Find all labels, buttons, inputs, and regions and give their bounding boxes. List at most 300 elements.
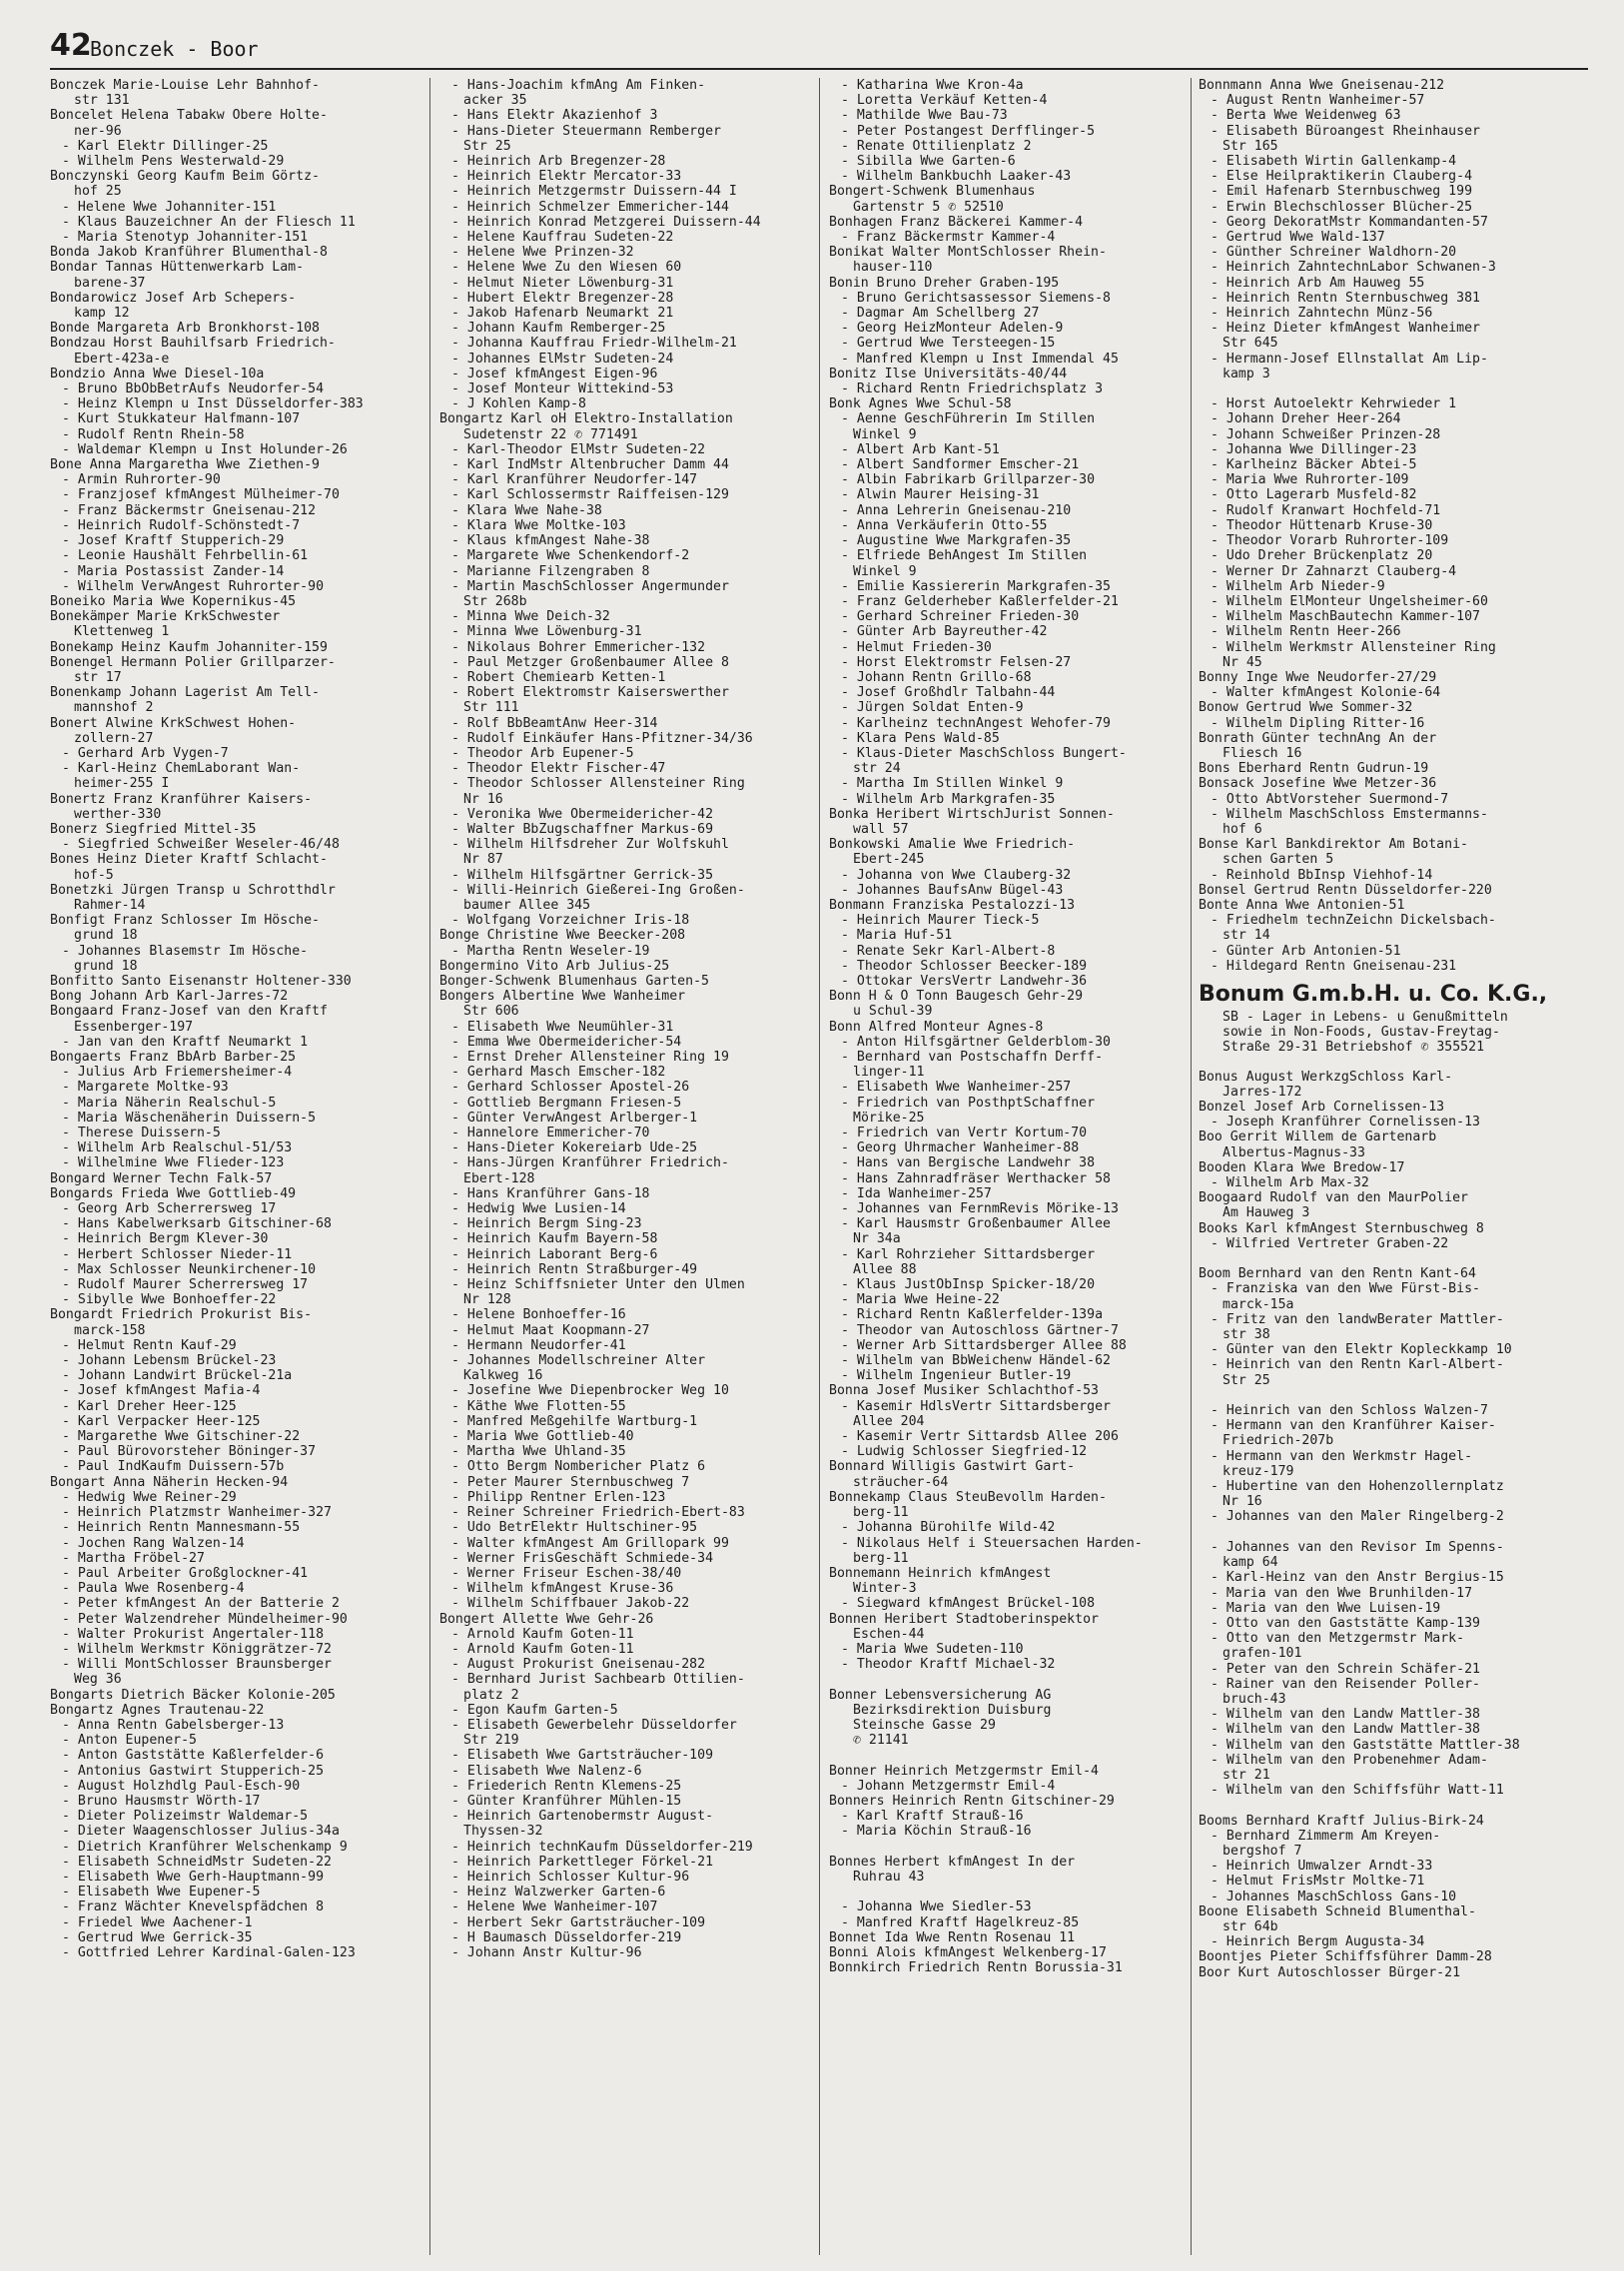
- directory-entry-line: Boneiko Maria Wwe Kopernikus-45: [50, 593, 297, 609]
- directory-entry-line: hof 25: [74, 184, 122, 200]
- directory-entry-line: - Arnold Kaufm Goten-11: [451, 1626, 634, 1642]
- blank-line: [1199, 1525, 1570, 1540]
- directory-entry-line: str 24: [853, 761, 901, 777]
- directory-entry-line: - Wilhelm van BbWeichenw Händel-62: [841, 1353, 1111, 1369]
- directory-entry-line: - Friedrich van PosthptSchaffner: [841, 1095, 1096, 1111]
- directory-entry-line: - Albin Fabrikarb Grillparzer-30: [841, 472, 1096, 488]
- directory-entry-line: - Renate Sekr Karl-Albert-8: [841, 943, 1056, 959]
- directory-entry-line: - Wolfgang Vorzeichner Iris-18: [451, 913, 690, 929]
- directory-entry-line: - Gerhard Schreiner Frieden-30: [841, 609, 1080, 625]
- directory-entry-line: - Gertrud Wwe Tersteegen-15: [841, 336, 1056, 352]
- directory-entry-line: - Martha Rentn Weseler-19: [451, 943, 650, 959]
- directory-entry-line: Nr 45: [1222, 654, 1262, 670]
- directory-entry-line: - Franz Bäckermstr Kammer-4: [841, 230, 1056, 246]
- directory-entry-line: - Johanna von Wwe Clauberg-32: [841, 867, 1072, 883]
- directory-entry-line: Bonnmann Anna Wwe Gneisenau-212: [1199, 78, 1445, 93]
- directory-entry-line: - Heinz Klempn u Inst Düsseldorfer-383: [62, 396, 364, 412]
- directory-entry-line: - Heinrich van den Rentn Karl-Albert-: [1211, 1357, 1504, 1373]
- directory-entry-line: baumer Allee 345: [463, 897, 591, 913]
- directory-entry-line: - Elisabeth Wwe Gartsträucher-109: [451, 1748, 714, 1764]
- directory-entry-line: - Günter van den Elektr Kopleckkamp 10: [1211, 1342, 1512, 1358]
- directory-entry-line: Kalkweg 16: [463, 1368, 543, 1384]
- blank-line: [1199, 381, 1570, 396]
- directory-entry-line: - Heinrich Gartenobermstr August-: [451, 1809, 714, 1825]
- directory-entry-line: Bondar Tannas Hüttenwerkarb Lam-: [50, 260, 305, 276]
- directory-entry-line: - Peter kfmAngest An der Batterie 2: [62, 1596, 340, 1612]
- directory-entry-line: - Bernhard van Postschaffn Derff-: [841, 1050, 1104, 1065]
- directory-entry-line: Bonczek Marie-Louise Lehr Bahnhof-: [50, 78, 320, 93]
- directory-entry-line: Nr 87: [463, 852, 503, 868]
- directory-entry-line: - Peter Maurer Sternbuschweg 7: [451, 1474, 690, 1490]
- directory-entry-line: - Hermann Neudorfer-41: [451, 1337, 626, 1353]
- directory-entry-line: Bonner Lebensversicherung AG: [829, 1687, 1052, 1703]
- page-header: [50, 26, 1588, 70]
- directory-entry-line: - Werner Friseur Eschen-38/40: [451, 1565, 682, 1581]
- directory-entry-line: - Helmut FrisMstr Moltke-71: [1211, 1874, 1425, 1890]
- directory-entry-line: - Heinrich Schmelzer Emmericher-144: [451, 199, 729, 215]
- directory-entry-line: - Wilhelm Arb Nieder-9: [1211, 578, 1385, 594]
- directory-entry-line: - Robert Chemiearb Ketten-1: [451, 669, 666, 685]
- directory-entry-line: sträucher-64: [853, 1474, 949, 1490]
- directory-entry-line: - Hans-Dieter Steuermann Remberger: [451, 123, 721, 139]
- directory-entry-line: - Karl Kranführer Neudorfer-147: [451, 472, 698, 488]
- directory-entry-line: - Emil Hafenarb Sternbuschweg 199: [1211, 184, 1473, 200]
- directory-entry-line: - Bruno Hausmstr Wörth-17: [62, 1793, 261, 1809]
- directory-entry-line: - Wilhelm van den Probenehmer Adam-: [1211, 1752, 1488, 1768]
- directory-entry-line: - Klaus Bauzeichner An der Fliesch 11: [62, 214, 356, 230]
- directory-entry-line: - Johann Dreher Heer-264: [1211, 411, 1401, 427]
- directory-entry-line: grafen-101: [1222, 1646, 1302, 1662]
- directory-entry-line: ner-96: [74, 123, 122, 139]
- directory-entry-line: - Wilhelmine Wwe Flieder-123: [62, 1155, 285, 1171]
- directory-entry-line: - Heinrich Bergm Augusta-34: [1211, 1934, 1425, 1950]
- directory-entry-line: bruch-43: [1222, 1691, 1286, 1707]
- directory-entry-line: - Johann Rentn Grillo-68: [841, 669, 1032, 685]
- spacer: [1199, 1056, 1570, 1070]
- directory-entry-line: Bonnkirch Friedrich Rentn Borussia-31: [829, 1960, 1123, 1976]
- directory-entry-line: - Hans Kranführer Gans-18: [451, 1185, 650, 1201]
- directory-entry-line: Bonk Agnes Wwe Schul-58: [829, 396, 1012, 412]
- directory-entry-line: - Katharina Wwe Kron-4a: [841, 78, 1024, 93]
- directory-entry-line: - Reiner Schreiner Friedrich-Ebert-83: [451, 1505, 745, 1521]
- directory-entry-line: - Josef kfmAngest Mafia-4: [62, 1383, 261, 1399]
- directory-entry-line: - Augustine Wwe Markgrafen-35: [841, 533, 1072, 549]
- directory-entry-line: - Willi MontSchlosser Braunsberger: [62, 1657, 332, 1673]
- directory-entry-line: - Helmut Nieter Löwenburg-31: [451, 275, 674, 291]
- directory-entry-line: - Ernst Dreher Allensteiner Ring 19: [451, 1050, 729, 1065]
- firm-details: [1199, 1010, 1570, 1056]
- directory-entry-line: - Martha Im Stillen Winkel 9: [841, 776, 1064, 792]
- directory-entry-line: - Gerhard Masch Emscher-182: [451, 1065, 666, 1081]
- directory-entry-line: Bonkowski Amalie Wwe Friedrich-: [829, 837, 1076, 853]
- directory-entry-line: berg-11: [853, 1550, 909, 1566]
- directory-entry-line: - Heinrich Arb Am Hauweg 55: [1211, 275, 1425, 291]
- directory-entry-line: - Heinrich ZahntechnLabor Schwanen-3: [1211, 260, 1496, 276]
- directory-entry-line: - Heinrich Platzmstr Wanheimer-327: [62, 1505, 332, 1521]
- directory-entry-line: - Karl Kraftf Strauß-16: [841, 1809, 1024, 1825]
- directory-entry-line: Winkel 9: [853, 426, 917, 442]
- directory-entry-line: - Elisabeth SchneidMstr Sudeten-22: [62, 1854, 332, 1870]
- page-number: 42: [50, 28, 92, 63]
- directory-entry-line: - August Rentn Wanheimer-57: [1211, 93, 1425, 109]
- directory-entry-line: Albertus-Magnus-33: [1222, 1144, 1365, 1160]
- directory-entry-line: SB - Lager in Lebens- u Genußmitteln: [1222, 1009, 1508, 1025]
- column-divider: [1191, 78, 1192, 2255]
- directory-entry-line: - Bruno BbObBetrAufs Neudorfer-54: [62, 381, 325, 397]
- directory-entry-line: Jarres-172: [1222, 1084, 1302, 1100]
- directory-entry-line: - Horst Elektromstr Felsen-27: [841, 654, 1072, 670]
- directory-entry-line: - Otto AbtVorsteher Suermond-7: [1211, 791, 1449, 807]
- directory-entry-line: Straße 29-31 Betriebshof ✆ 355521: [1222, 1040, 1485, 1056]
- directory-entry-line: - Wilhelm Rentn Heer-266: [1211, 624, 1401, 640]
- directory-entry-line: - Siegward kfmAngest Brückel-108: [841, 1596, 1096, 1612]
- directory-entry-line: Str 645: [1222, 336, 1278, 352]
- directory-entry-line: Str 25: [1222, 1372, 1270, 1388]
- directory-entry-line: - Elisabeth Wwe Nalenz-6: [451, 1763, 642, 1779]
- directory-entry-line: Bongaard Franz-Josef van den Kraftf: [50, 1004, 328, 1020]
- directory-entry-line: - Anton Eupener-5: [62, 1733, 197, 1749]
- directory-entry-line: - Peter Walzendreher Mündelheimer-90: [62, 1611, 348, 1627]
- directory-entry-line: - Josefine Wwe Diepenbrocker Weg 10: [451, 1383, 729, 1399]
- directory-entry-line: - Rolf BbBeamtAnw Heer-314: [451, 715, 658, 731]
- directory-entry-line: Boontjes Pieter Schiffsführer Damm-28: [1199, 1949, 1492, 1965]
- directory-entry-line: Bonna Josef Musiker Schlachthof-53: [829, 1383, 1099, 1399]
- directory-entry-line: - Wilhelm van den Schiffsführ Watt-11: [1211, 1783, 1504, 1799]
- directory-entry-line: - Waldemar Klempn u Inst Holunder-26: [62, 441, 348, 457]
- directory-entry-line: Gartenstr 5 ✆ 52510: [853, 199, 1004, 215]
- directory-entry-line: - Julius Arb Friemersheimer-4: [62, 1065, 293, 1081]
- directory-entry-line: - Heinrich Schlosser Kultur-96: [451, 1869, 690, 1885]
- directory-entry-line: Bonikat Walter MontSchlosser Rhein-: [829, 245, 1107, 261]
- directory-entry-line: - Alwin Maurer Heising-31: [841, 487, 1040, 503]
- directory-entry-line: - Hermann-Josef Ellnstallat Am Lip-: [1211, 351, 1488, 367]
- directory-entry-line: - Berta Wwe Weidenweg 63: [1211, 108, 1401, 124]
- directory-entry-line: - Wilhelm Pens Westerwald-29: [62, 154, 285, 170]
- blank-line: [1199, 1798, 1570, 1813]
- directory-entry-line: - Mathilde Wwe Bau-73: [841, 108, 1008, 124]
- directory-entry-line: Bongert Allette Wwe Gehr-26: [439, 1611, 654, 1627]
- directory-entry-line: - Friederich Rentn Klemens-25: [451, 1778, 682, 1794]
- directory-entry-line: - Gottlieb Bergmann Friesen-5: [451, 1095, 682, 1111]
- directory-entry-line: - Otto Bergm Nombericher Platz 6: [451, 1459, 706, 1475]
- directory-entry-line: Bonfitto Santo Eisenanstr Holtener-330: [50, 973, 352, 989]
- directory-entry-line: - Paul Metzger Großenbaumer Allee 8: [451, 654, 729, 670]
- directory-entry-line: - Werner FrisGeschäft Schmiede-34: [451, 1550, 714, 1566]
- directory-entry-line: - Wilhelm Bankbuchh Laaker-43: [841, 169, 1072, 185]
- directory-entry-line: - Udo Dreher Brückenplatz 20: [1211, 548, 1433, 564]
- directory-entry-line: - Albert Sandformer Emscher-21: [841, 457, 1080, 473]
- directory-entry-line: Boor Kurt Autoschlosser Bürger-21: [1199, 1964, 1461, 1980]
- directory-entry-line: - Wilhelm Ingenieur Butler-19: [841, 1368, 1072, 1384]
- directory-entry-line: - Anton Gaststätte Kaßlerfelder-6: [62, 1748, 325, 1764]
- directory-entry-line: - Georg Arb Scherrersweg 17: [62, 1201, 277, 1217]
- directory-entry-line: Ebert-245: [853, 852, 925, 868]
- directory-entry-line: - Theodor Kraftf Michael-32: [841, 1657, 1056, 1673]
- directory-entry-line: str 21: [1222, 1767, 1270, 1783]
- directory-entry-line: - Maria Näherin Realschul-5: [62, 1095, 277, 1111]
- directory-entry-line: Allee 204: [853, 1413, 925, 1429]
- columns: [50, 78, 1576, 2255]
- directory-entry-line: - Elisabeth Wwe Gerh-Hauptmann-99: [62, 1869, 325, 1885]
- directory-entry-line: - Heinrich technKaufm Düsseldorfer-219: [451, 1839, 753, 1855]
- directory-entry-line: - Johannes ElMstr Sudeten-24: [451, 351, 674, 367]
- directory-entry-line: Boo Gerrit Willem de Gartenarb: [1199, 1130, 1437, 1145]
- page-title: Bonczek - Boor: [90, 37, 259, 61]
- directory-entry-line: - Arnold Kaufm Goten-11: [451, 1641, 634, 1657]
- directory-entry-line: - Wilhelm Werkmstr Königgrätzer-72: [62, 1641, 332, 1657]
- directory-entry-line: - Bruno Gerichtsassessor Siemens-8: [841, 290, 1111, 306]
- directory-entry-line: Eschen-44: [853, 1626, 925, 1642]
- directory-entry-line: - Paula Wwe Rosenberg-4: [62, 1581, 245, 1597]
- directory-entry-line: - Georg DekoratMstr Kommandanten-57: [1211, 214, 1488, 230]
- directory-entry-line: - Dietrich Kranführer Welschenkamp 9: [62, 1839, 348, 1855]
- directory-entry-line: - Elisabeth Büroangest Rheinhauser: [1211, 123, 1480, 139]
- directory-entry-line: Bonnet Ida Wwe Rentn Rosenau 11: [829, 1929, 1076, 1945]
- directory-entry-line: - Gerhard Arb Vygen-7: [62, 745, 229, 761]
- directory-entry-line: - Hans Zahnradfräser Werthacker 58: [841, 1170, 1111, 1186]
- directory-entry-line: - Philipp Rentner Erlen-123: [451, 1489, 666, 1505]
- directory-entry-line: - Maria van den Wwe Brunhilden-17: [1211, 1585, 1473, 1601]
- directory-entry-line: - Robert Elektromstr Kaiserswerther: [451, 685, 729, 701]
- directory-entry-line: - Walter kfmAngest Kolonie-64: [1211, 685, 1441, 701]
- directory-entry-line: - Heinz Walzwerker Garten-6: [451, 1885, 666, 1900]
- directory-entry-line: - Elisabeth Wwe Wanheimer-257: [841, 1080, 1072, 1096]
- directory-entry-line: - Maria van den Wwe Luisen-19: [1211, 1600, 1441, 1616]
- directory-entry-line: Thyssen-32: [463, 1824, 543, 1840]
- directory-entry-line: Sudetenstr 22 ✆ 771491: [463, 426, 638, 442]
- directory-entry-line: Books Karl kfmAngest Sternbuschweg 8: [1199, 1220, 1484, 1236]
- directory-entry-line: Friedrich-207b: [1222, 1433, 1334, 1449]
- directory-entry-line: Str 25: [463, 138, 511, 154]
- directory-entry-line: - Friedel Wwe Aachener-1: [62, 1914, 253, 1930]
- directory-entry-line: - Elisabeth Wirtin Gallenkamp-4: [1211, 154, 1457, 170]
- directory-entry-line: - Hubertine van den Hohenzollernplatz: [1211, 1479, 1504, 1495]
- directory-entry-line: - Heinz Dieter kfmAngest Wanheimer: [1211, 321, 1480, 337]
- directory-entry-line: Weg 36: [74, 1672, 122, 1688]
- directory-entry-line: - Hermann van den Werkmstr Hagel-: [1211, 1448, 1473, 1464]
- directory-entry-line: - Fritz van den landwBerater Mattler-: [1211, 1311, 1504, 1327]
- directory-entry-line: - Emilie Kassiererin Markgrafen-35: [841, 578, 1111, 594]
- directory-entry-line: - Wilhelm van den Gaststätte Mattler-38: [1211, 1737, 1520, 1753]
- directory-entry-line: - Maria Köchin Strauß-16: [841, 1824, 1032, 1840]
- directory-entry-line: - Heinrich Bergm Klever-30: [62, 1231, 269, 1247]
- directory-entry-line: - Anna Lehrerin Gneisenau-210: [841, 502, 1072, 518]
- directory-entry-line: - Helmut Maat Koopmann-27: [451, 1322, 650, 1338]
- directory-entry-line: - Walter Prokurist Angertaler-118: [62, 1626, 325, 1642]
- directory-entry-line: - Rudolf Einkäufer Hans-Pfitzner-34/36: [451, 730, 753, 746]
- directory-entry-line: Bonde Margareta Arb Bronkhorst-108: [50, 321, 320, 337]
- directory-entry-line: - Karl Verpacker Heer-125: [62, 1413, 261, 1429]
- directory-entry-line: Nr 16: [1222, 1494, 1262, 1510]
- directory-entry-line: Nr 16: [463, 791, 503, 807]
- directory-entry-line: - Erwin Blechschlosser Blücher-25: [1211, 199, 1473, 215]
- directory-entry-line: - Wilhelm kfmAngest Kruse-36: [451, 1581, 674, 1597]
- directory-entry-line: - Wilfried Vertreter Graben-22: [1211, 1235, 1449, 1251]
- directory-entry-line: - Martin MaschSchlosser Angermunder: [451, 578, 729, 594]
- directory-entry-line: kreuz-179: [1222, 1463, 1294, 1479]
- directory-entry-line: marck-15a: [1222, 1296, 1294, 1312]
- directory-entry-line: - Karl Elektr Dillinger-25: [62, 138, 269, 154]
- directory-entry-line: - Josef Kraftf Stupperich-29: [62, 533, 285, 549]
- directory-entry-line: - Käthe Wwe Flotten-55: [451, 1398, 626, 1414]
- directory-entry-line: - Leonie Haushält Fehrbellin-61: [62, 548, 309, 564]
- directory-entry-line: Bonert Alwine KrkSchwest Hohen-: [50, 715, 297, 731]
- directory-entry-line: - Friedhelm technZeichn Dickelsbach-: [1211, 913, 1496, 929]
- directory-entry-line: - Klara Pens Wald-85: [841, 730, 1000, 746]
- directory-entry-line: - Klaus-Dieter MaschSchloss Bungert-: [841, 745, 1127, 761]
- directory-entry-line: - Heinrich Kaufm Bayern-58: [451, 1231, 658, 1247]
- directory-entry-line: - Heinrich Rudolf-Schönstedt-7: [62, 517, 301, 533]
- directory-entry-line: kamp 12: [74, 306, 130, 322]
- column-2: [439, 78, 811, 2255]
- directory-entry-line: Bonte Anna Wwe Antonien-51: [1199, 897, 1405, 913]
- directory-entry-line: Bongers Albertine Wwe Wanheimer: [439, 989, 686, 1005]
- directory-entry-line: - Bernhard Jurist Sachbearb Ottilien-: [451, 1672, 745, 1688]
- directory-entry-line: Bonenkamp Johann Lagerist Am Tell-: [50, 685, 320, 701]
- directory-entry-line: marck-158: [74, 1322, 146, 1338]
- directory-entry-line: - Kurt Stukkateur Halfmann-107: [62, 411, 301, 427]
- directory-entry-line: Str 606: [463, 1004, 519, 1020]
- directory-entry-line: Bonekamp Heinz Kaufm Johanniter-159: [50, 639, 328, 655]
- directory-entry-line: - Friedrich van Vertr Kortum-70: [841, 1126, 1088, 1141]
- column-3: [829, 78, 1201, 2255]
- directory-entry-line: - Johanna Bürohilfe Wild-42: [841, 1520, 1056, 1536]
- directory-entry-line: - Antonius Gastwirt Stupperich-25: [62, 1763, 325, 1779]
- directory-entry-line: Bongermino Vito Arb Julius-25: [439, 958, 670, 974]
- directory-entry-line: - Rudolf Kranwart Hochfeld-71: [1211, 502, 1441, 518]
- directory-entry-line: - Karl Schlossermstr Raiffeisen-129: [451, 487, 729, 503]
- directory-entry-line: - Hans van Bergische Landwehr 38: [841, 1155, 1096, 1171]
- directory-entry-line: - Johannes BaufsAnw Bügel-43: [841, 882, 1064, 898]
- directory-entry-line: - Paul IndKaufm Duissern-57b: [62, 1459, 285, 1475]
- directory-entry-line: - Heinrich Rentn Mannesmann-55: [62, 1520, 301, 1536]
- directory-entry-line: Bongardt Friedrich Prokurist Bis-: [50, 1307, 313, 1323]
- directory-entry-line: - Josef kfmAngest Eigen-96: [451, 366, 658, 381]
- directory-entry-line: kamp 3: [1222, 366, 1270, 381]
- directory-entry-line: - Heinrich Konrad Metzgerei Duissern-44: [451, 214, 761, 230]
- directory-entry-line: - Klaus JustObInsp Spicker-18/20: [841, 1277, 1096, 1293]
- directory-entry-line: linger-11: [853, 1065, 925, 1081]
- directory-entry-line: - Franz Wächter Knevelspfädchen 8: [62, 1899, 325, 1915]
- directory-entry-line: Bonin Bruno Dreher Graben-195: [829, 275, 1060, 291]
- directory-entry-line: - Maria Stenotyp Johanniter-151: [62, 230, 309, 246]
- directory-entry-line: Ruhrau 43: [853, 1869, 925, 1885]
- directory-entry-line: - Walter BbZugschaffner Markus-69: [451, 821, 714, 837]
- directory-entry-line: - Theodor van Autoschloss Gärtner-7: [841, 1322, 1119, 1338]
- directory-entry-line: hof 6: [1222, 821, 1262, 837]
- directory-entry-line: Bonnen Heribert Stadtoberinspektor: [829, 1611, 1099, 1627]
- directory-entry-line: - Hans-Jürgen Kranführer Friedrich-: [451, 1155, 729, 1171]
- directory-entry-line: - Johann Metzgermstr Emil-4: [841, 1778, 1056, 1794]
- directory-entry-line: Bondzio Anna Wwe Diesel-10a: [50, 366, 265, 381]
- directory-entry-line: - Dagmar Am Schellberg 27: [841, 306, 1040, 322]
- directory-entry-line: - Willi-Heinrich Gießerei-Ing Großen-: [451, 882, 745, 898]
- directory-entry-line: Bong Johann Arb Karl-Jarres-72: [50, 989, 289, 1005]
- directory-entry-line: Bons Eberhard Rentn Gudrun-19: [1199, 761, 1429, 777]
- directory-entry-line: - Richard Rentn Friedrichsplatz 3: [841, 381, 1104, 397]
- directory-entry-line: - Karl IndMstr Altenbrucher Damm 44: [451, 457, 729, 473]
- directory-entry-line: Am Hauweg 3: [1222, 1205, 1310, 1221]
- directory-entry-line: - Gertrud Wwe Gerrick-35: [62, 1929, 253, 1945]
- directory-entry-line: - Manfred Klempn u Inst Immendal 45: [841, 351, 1119, 367]
- directory-entry-line: Bonnard Willigis Gastwirt Gart-: [829, 1459, 1076, 1475]
- directory-entry-line: Bonitz Ilse Universitäts-40/44: [829, 366, 1068, 381]
- directory-entry-line: - Helene Bonhoeffer-16: [451, 1307, 626, 1323]
- directory-entry-line: Fliesch 16: [1222, 745, 1302, 761]
- directory-entry-line: Str 165: [1222, 138, 1278, 154]
- directory-entry-line: Bongarts Dietrich Bäcker Kolonie-205: [50, 1687, 336, 1703]
- directory-entry-line: - Hildegard Rentn Gneisenau-231: [1211, 958, 1457, 974]
- directory-entry-line: - Wilhelm Arb Max-32: [1211, 1175, 1369, 1191]
- directory-entry-line: - Siegfried Schweißer Weseler-46/48: [62, 837, 340, 853]
- directory-entry-line: - Johann Landwirt Brückel-21a: [62, 1368, 293, 1384]
- directory-entry-line: - Wilhelm Hilfsgärtner Gerrick-35: [451, 867, 714, 883]
- directory-entry-line: - Otto van den Gaststätte Kamp-139: [1211, 1615, 1480, 1631]
- directory-entry-line: Bonekämper Marie KrkSchwester: [50, 609, 281, 625]
- directory-entry-line: - Gerhard Schlosser Apostel-26: [451, 1080, 690, 1096]
- directory-entry-line: str 17: [74, 669, 122, 685]
- directory-entry-line: - Helene Wwe Prinzen-32: [451, 245, 634, 261]
- directory-entry-line: Bongard Werner Techn Falk-57: [50, 1170, 273, 1186]
- directory-entry-line: - Klaus kfmAngest Nahe-38: [451, 533, 650, 549]
- directory-entry-line: - Johanna Wwe Dillinger-23: [1211, 441, 1417, 457]
- directory-entry-line: Bongards Frieda Wwe Gottlieb-49: [50, 1185, 297, 1201]
- directory-entry-line: - Dieter Polizeimstr Waldemar-5: [62, 1809, 309, 1825]
- directory-entry-line: - Aenne GeschFührerin Im Stillen: [841, 411, 1096, 427]
- blank-line: [1199, 1251, 1570, 1266]
- directory-entry-line: - Heinrich Arb Bregenzer-28: [451, 154, 666, 170]
- directory-entry-line: - Otto van den Metzgermstr Mark-: [1211, 1631, 1465, 1647]
- entries-before-firm: [1199, 78, 1570, 974]
- directory-entry-line: - Margarete Moltke-93: [62, 1080, 229, 1096]
- directory-entry-line: - Jakob Hafenarb Neumarkt 21: [451, 306, 674, 322]
- directory-entry-line: - Reinhold BbInsp Viehhof-14: [1211, 867, 1433, 883]
- directory-entry-line: - Martha Wwe Uhland-35: [451, 1444, 626, 1460]
- directory-entry-line: - Rudolf Maurer Scherrersweg 17: [62, 1277, 309, 1293]
- directory-entry-line: Mörike-25: [853, 1110, 925, 1126]
- directory-entry-line: - Otto Lagerarb Musfeld-82: [1211, 487, 1417, 503]
- directory-entry-line: - Kasemir Vertr Sittardsb Allee 206: [841, 1429, 1119, 1445]
- blank-line: [829, 1840, 1201, 1855]
- directory-entry-line: - Günter Kranführer Mühlen-15: [451, 1793, 682, 1809]
- directory-entry-line: schen Garten 5: [1222, 852, 1334, 868]
- directory-entry-line: - Minna Wwe Deich-32: [451, 609, 610, 625]
- directory-entry-line: Winter-3: [853, 1581, 917, 1597]
- directory-entry-line: - Jan van den Kraftf Neumarkt 1: [62, 1034, 309, 1050]
- directory-entry-line: - Elisabeth Wwe Neumühler-31: [451, 1019, 674, 1035]
- directory-entry-line: - Manfred Meßgehilfe Wartburg-1: [451, 1413, 698, 1429]
- directory-entry-line: - Heinrich Metzgermstr Duissern-44 I: [451, 184, 737, 200]
- directory-entry-line: Bonnemann Heinrich kfmAngest: [829, 1565, 1052, 1581]
- directory-entry-line: - Gottfried Lehrer Kardinal-Galen-123: [62, 1944, 356, 1960]
- directory-entry-line: Bongert-Schwenk Blumenhaus: [829, 184, 1036, 200]
- directory-entry-line: - Maria Wwe Ruhrorter-109: [1211, 472, 1409, 488]
- directory-entry-line: - Jochen Rang Walzen-14: [62, 1535, 245, 1551]
- directory-entry-line: Bonrath Günter technAng An der: [1199, 730, 1437, 746]
- directory-entry-line: - Loretta Verkäuf Ketten-4: [841, 93, 1048, 109]
- directory-entry-line: - Theodor Arb Eupener-5: [451, 745, 634, 761]
- directory-entry-line: hof-5: [74, 867, 114, 883]
- directory-entry-line: - Margarete Wwe Schenkendorf-2: [451, 548, 690, 564]
- directory-entry-line: - Hannelore Emmericher-70: [451, 1126, 650, 1141]
- directory-entry-line: - Nikolaus Bohrer Emmericher-132: [451, 639, 706, 655]
- directory-entry-line: - Sibilla Wwe Garten-6: [841, 154, 1016, 170]
- directory-entry-line: Steinsche Gasse 29: [853, 1717, 996, 1733]
- directory-entry-line: Bonger-Schwenk Blumenhaus Garten-5: [439, 973, 709, 989]
- directory-entry-line: - Josef Großhdlr Talbahn-44: [841, 685, 1056, 701]
- directory-entry-line: - Walter kfmAngest Am Grillopark 99: [451, 1535, 729, 1551]
- directory-entry-line: grund 18: [74, 928, 138, 944]
